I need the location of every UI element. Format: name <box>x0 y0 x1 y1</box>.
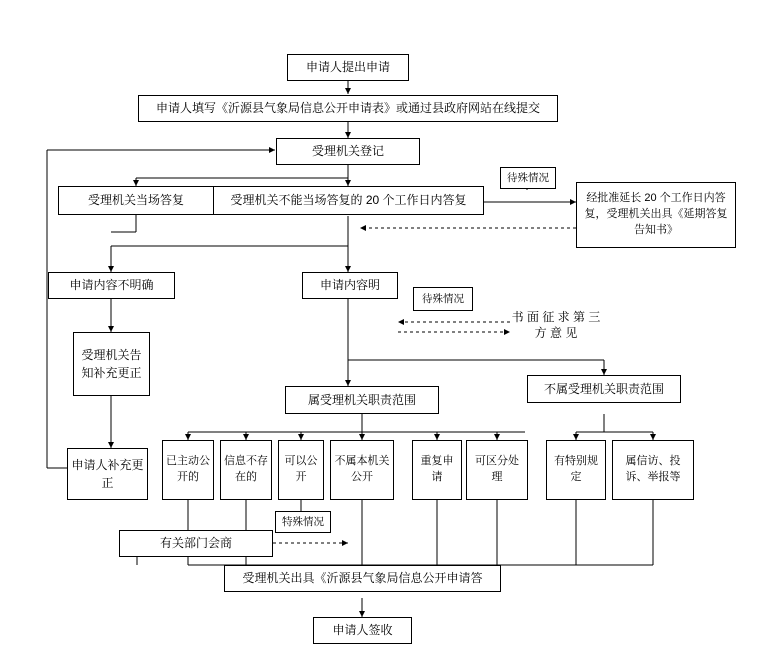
node-petition-complaint-report[interactable]: 属信访、投诉、举报等 <box>612 440 694 500</box>
node-within-duty-scope[interactable]: 属受理机关职责范围 <box>285 386 439 414</box>
note-special-case-2: 待殊情况 <box>413 287 473 311</box>
node-20-workdays-reply[interactable]: 受理机关不能当场答复的 20 个工作日内答复 <box>213 186 484 215</box>
node-fill-application-form[interactable]: 申请人填写《沂源县气象局信息公开申请表》或通过县政府网站在线提交 <box>138 95 558 122</box>
node-can-disclose[interactable]: 可以公开 <box>278 440 324 500</box>
node-already-disclosed[interactable]: 已主动公开的 <box>162 440 214 500</box>
node-request-clear[interactable]: 申请内容明 <box>302 272 398 299</box>
node-onsite-reply[interactable]: 受理机关当场答复 <box>58 186 214 215</box>
node-request-unclear[interactable]: 申请内容不明确 <box>48 272 175 299</box>
node-special-provision[interactable]: 有特别规定 <box>546 440 606 500</box>
node-issue-reply-document[interactable]: 受理机关出具《沂源县气象局信息公开申请答 <box>224 565 501 592</box>
node-notify-supplement-correction[interactable]: 受理机关告知补充更正 <box>73 332 150 396</box>
node-written-third-party-opinion: 书 面 征 求 第 三 方 意 见 <box>511 310 601 340</box>
node-extended-reply-notice[interactable]: 经批准延长 20 个工作日内答复，受理机关出具《延期答复告知书》 <box>576 182 736 248</box>
note-special-case-3: 特殊情况 <box>275 511 331 533</box>
node-duplicate-request[interactable]: 重复申请 <box>412 440 462 500</box>
node-consult-departments[interactable]: 有关部门会商 <box>119 530 273 557</box>
node-applicant-supplement[interactable]: 申请人补充更正 <box>67 448 148 500</box>
node-applicant-sign-receipt[interactable]: 申请人签收 <box>313 617 412 644</box>
node-applicant-submit[interactable]: 申请人提出申请 <box>287 54 409 81</box>
node-registration[interactable]: 受理机关登记 <box>276 138 420 165</box>
node-separable-handling[interactable]: 可区分处理 <box>466 440 528 500</box>
node-not-this-agency[interactable]: 不属本机关公开 <box>330 440 394 500</box>
node-info-not-exist[interactable]: 信息不存在的 <box>220 440 272 500</box>
note-special-case-1: 待殊情况 <box>500 167 556 189</box>
node-outside-duty-scope[interactable]: 不属受理机关职责范围 <box>527 375 681 403</box>
